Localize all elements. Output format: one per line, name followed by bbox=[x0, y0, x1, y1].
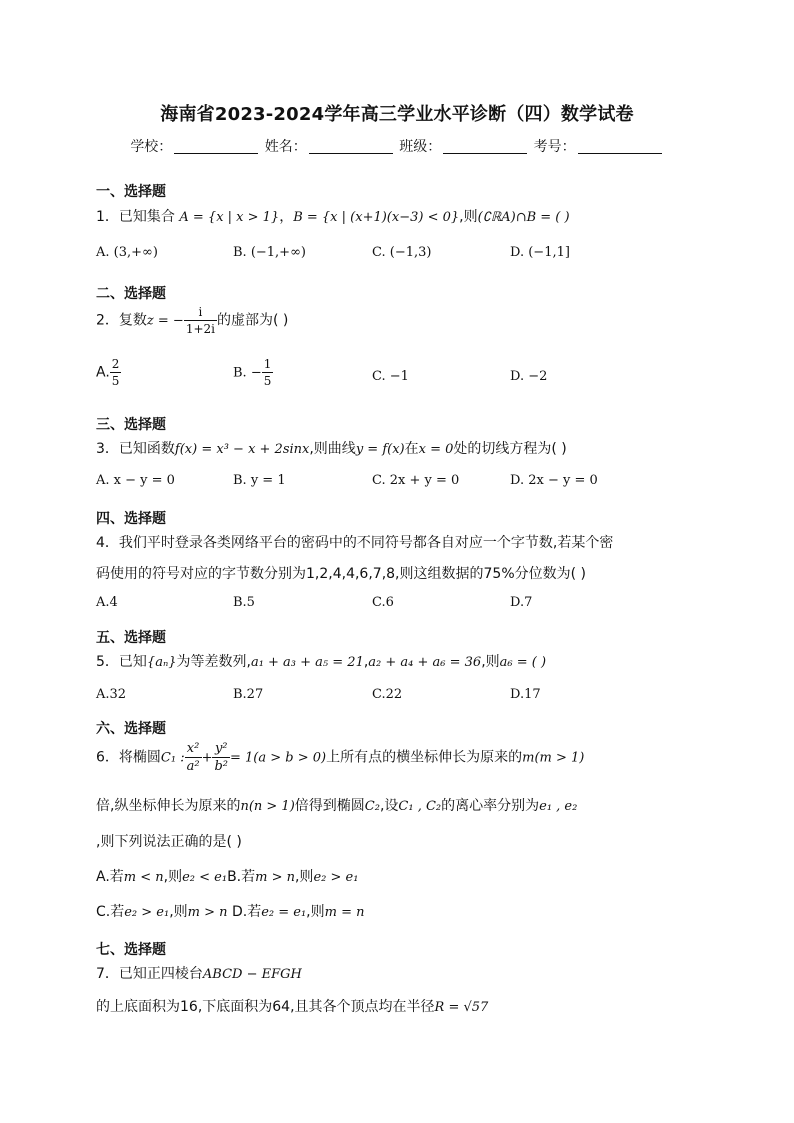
question-text: 的虚部为( ) bbox=[217, 312, 289, 329]
section-heading-4: 四、选择题 bbox=[96, 511, 166, 527]
option-text: A. (3,+∞) bbox=[96, 245, 158, 260]
student-info-row bbox=[0, 136, 794, 156]
question-6-line-2 bbox=[96, 795, 577, 815]
formula: a₂ + a₄ + a₆ = 36 bbox=[368, 655, 482, 670]
question-6-line-3: ,则下列说法正确的是( ) bbox=[96, 834, 242, 850]
section-heading-5: 五、选择题 bbox=[96, 630, 166, 646]
fraction bbox=[185, 742, 202, 773]
option-b[interactable] bbox=[233, 244, 306, 260]
denominator: a² bbox=[186, 759, 200, 774]
option-text: ,则 bbox=[169, 904, 188, 920]
fraction bbox=[212, 742, 230, 773]
plus-sign: + bbox=[201, 750, 213, 766]
denominator: b² bbox=[214, 759, 229, 774]
numerator: x² bbox=[185, 742, 202, 758]
formula: = 1(a > b > 0) bbox=[230, 750, 327, 766]
option-letter: A. bbox=[96, 364, 110, 381]
option-a[interactable] bbox=[96, 472, 175, 488]
formula: n(n > 1) bbox=[240, 799, 295, 814]
question-5-stem bbox=[96, 651, 546, 671]
option-a[interactable] bbox=[96, 358, 121, 387]
question-text: 的上底面积为16,下底面积为64,且其各个顶点均在半径 bbox=[96, 999, 435, 1015]
option-text: B.若 bbox=[227, 869, 256, 885]
option-text: D. (−1,1] bbox=[510, 245, 570, 260]
formula: x = 0 bbox=[418, 442, 454, 457]
option-text: D.若 bbox=[231, 904, 262, 920]
formula: R = √57 bbox=[434, 1000, 489, 1015]
denominator: 5 bbox=[263, 374, 272, 388]
option-b[interactable] bbox=[233, 358, 273, 387]
numerator: i bbox=[184, 306, 217, 321]
option-text: ,则 bbox=[294, 869, 314, 885]
question-text: ,则曲线 bbox=[309, 441, 356, 457]
option-text: D. −2 bbox=[510, 369, 548, 384]
name-blank[interactable] bbox=[309, 139, 393, 154]
formula: a₆ = ( ) bbox=[499, 655, 547, 670]
formula: C₂ bbox=[364, 799, 380, 814]
denominator: 5 bbox=[111, 374, 120, 388]
option-text: A.4 bbox=[96, 595, 118, 610]
formula: e₂ < e₁ bbox=[182, 870, 228, 885]
option-c[interactable] bbox=[372, 368, 409, 384]
option-text: A. x − y = 0 bbox=[96, 473, 175, 488]
number-label: 考号： bbox=[533, 139, 576, 155]
formula: f(x) = x³ − x + 2sinx bbox=[174, 442, 310, 457]
option-text: C. (−1,3) bbox=[372, 245, 432, 260]
section-heading-2: 二、选择题 bbox=[96, 286, 166, 302]
question-text: 上所有点的横坐标伸长为原来的 bbox=[326, 749, 523, 766]
option-text: D.17 bbox=[510, 687, 541, 702]
question-text: 倍,纵坐标伸长为原来的 bbox=[96, 798, 241, 814]
option-text: ,则 bbox=[163, 869, 183, 885]
option-d[interactable] bbox=[510, 368, 547, 384]
formula: a₁ + a₃ + a₅ = 21 bbox=[250, 655, 364, 670]
option-c[interactable] bbox=[96, 904, 228, 920]
formula: {aₙ} bbox=[146, 655, 177, 670]
formula: z = − bbox=[146, 313, 184, 329]
question-number: 5． bbox=[96, 654, 119, 670]
option-text: C.6 bbox=[372, 595, 394, 610]
question-text: 已知正四棱台 bbox=[118, 966, 203, 982]
formula: ABCD − EFGH bbox=[202, 967, 302, 982]
question-4-line-1: 4．我们平时登录各类网络平台的密码中的不同符号都各自对应一个字节数,若某个密 bbox=[96, 535, 614, 551]
option-text: A.32 bbox=[96, 687, 127, 702]
formula: C₁ : bbox=[160, 750, 185, 766]
option-letter: B. − bbox=[233, 365, 262, 381]
denominator: 1+2i bbox=[185, 322, 215, 336]
school-label: 学校： bbox=[130, 139, 173, 155]
question-6-stem bbox=[96, 742, 584, 773]
name-label: 姓名： bbox=[264, 139, 307, 155]
section-heading-6: 六、选择题 bbox=[96, 721, 166, 737]
class-blank[interactable] bbox=[443, 139, 527, 154]
formula: y = f(x) bbox=[355, 442, 405, 457]
option-a[interactable] bbox=[96, 869, 227, 885]
option-text: B.27 bbox=[233, 687, 264, 702]
option-b[interactable] bbox=[233, 594, 255, 610]
question-text: 已知 bbox=[118, 654, 147, 670]
option-c[interactable] bbox=[372, 244, 431, 260]
fraction bbox=[110, 358, 122, 387]
fraction bbox=[262, 358, 274, 387]
option-text: D.7 bbox=[510, 595, 533, 610]
number-blank[interactable] bbox=[578, 139, 662, 154]
question-text: 已知函数 bbox=[118, 441, 175, 457]
option-text: C. 2x + y = 0 bbox=[372, 473, 460, 488]
option-d[interactable] bbox=[232, 904, 365, 920]
question-number: 6． bbox=[96, 749, 119, 766]
option-d[interactable] bbox=[510, 244, 570, 260]
set-b-formula: B = {x | (x+1)(x−3) < 0} bbox=[293, 210, 460, 225]
formula: m(m > 1) bbox=[522, 750, 585, 766]
question-text: ,则 bbox=[481, 654, 500, 670]
question-number: 7． bbox=[96, 966, 119, 982]
section-heading-1: 一、选择题 bbox=[96, 184, 166, 200]
option-d[interactable] bbox=[510, 594, 532, 610]
numerator: y² bbox=[212, 742, 230, 758]
option-text: D. 2x − y = 0 bbox=[510, 473, 598, 488]
question-number: 2． bbox=[96, 312, 119, 329]
option-d[interactable] bbox=[510, 686, 541, 702]
formula: m > n bbox=[255, 870, 295, 885]
question-text: 已知集合 bbox=[118, 209, 175, 225]
question-6-options-row-2 bbox=[96, 901, 364, 921]
question-3-stem bbox=[96, 438, 567, 458]
formula: e₂ > e₁ bbox=[124, 905, 170, 920]
formula: e₂ = e₁ bbox=[261, 905, 307, 920]
set-a-formula: A = {x | x > 1} bbox=[179, 210, 280, 225]
question-1-stem bbox=[96, 206, 570, 226]
option-c[interactable] bbox=[372, 594, 394, 610]
option-text: C.若 bbox=[96, 904, 125, 920]
school-blank[interactable] bbox=[174, 139, 258, 154]
option-a[interactable] bbox=[96, 686, 126, 702]
class-label: 班级： bbox=[399, 139, 442, 155]
option-a[interactable] bbox=[96, 244, 158, 260]
option-b[interactable] bbox=[227, 869, 358, 885]
option-c[interactable] bbox=[372, 472, 459, 488]
formula: m < n bbox=[123, 870, 164, 885]
question-4-line-2: 码使用的符号对应的字节数分别为1,2,4,4,6,7,8,则这组数据的75%分位数为( ) bbox=[96, 566, 586, 582]
section-heading-3: 三、选择题 bbox=[96, 417, 166, 433]
punctuation: , bbox=[363, 654, 369, 670]
option-text: ,则 bbox=[306, 904, 325, 920]
question-text: 在 bbox=[404, 441, 419, 457]
exam-title: 海南省2023-2024学年高三学业水平诊断（四）数学试卷 bbox=[160, 104, 634, 125]
question-number: 1． bbox=[96, 209, 119, 225]
option-text: A.若 bbox=[96, 869, 124, 885]
option-text: B. y = 1 bbox=[233, 473, 286, 488]
question-7-line-2 bbox=[96, 996, 488, 1016]
option-c[interactable] bbox=[372, 686, 402, 702]
numerator: 2 bbox=[111, 357, 120, 371]
punctuation: ， bbox=[279, 209, 294, 225]
option-a[interactable] bbox=[96, 594, 118, 610]
section-heading-7: 七、选择题 bbox=[96, 942, 166, 958]
fraction bbox=[184, 306, 217, 335]
numerator: 1 bbox=[263, 357, 272, 371]
question-2-stem bbox=[96, 306, 288, 335]
option-text: C. −1 bbox=[372, 369, 409, 384]
question-text: 的离心率分别为 bbox=[441, 798, 540, 814]
option-d[interactable] bbox=[510, 472, 598, 488]
formula: e₂ > e₁ bbox=[313, 870, 359, 885]
option-b[interactable] bbox=[233, 686, 263, 702]
formula: C₁ , C₂ bbox=[398, 799, 442, 814]
option-text: B.5 bbox=[233, 595, 255, 610]
question-text: 复数 bbox=[118, 312, 147, 329]
option-b[interactable] bbox=[233, 472, 286, 488]
question-text: 处的切线方程为( ) bbox=[453, 441, 567, 457]
option-text: B. (−1,+∞) bbox=[233, 245, 306, 260]
question-6-options-row-1 bbox=[96, 866, 358, 886]
formula: e₁ , e₂ bbox=[539, 799, 578, 814]
option-text: C.22 bbox=[372, 687, 403, 702]
set-expression: (∁ℝA)∩B = ( ) bbox=[477, 210, 570, 225]
question-text: 将椭圆 bbox=[118, 749, 161, 766]
formula: m = n bbox=[324, 905, 365, 920]
question-text: ,设 bbox=[379, 798, 399, 814]
question-7-stem bbox=[96, 963, 302, 983]
formula: m > n bbox=[187, 905, 228, 920]
question-text: ,则 bbox=[459, 209, 478, 225]
question-text: 倍得到椭圆 bbox=[294, 798, 365, 814]
question-number: 3． bbox=[96, 441, 119, 457]
question-text: 为等差数列, bbox=[176, 654, 251, 670]
